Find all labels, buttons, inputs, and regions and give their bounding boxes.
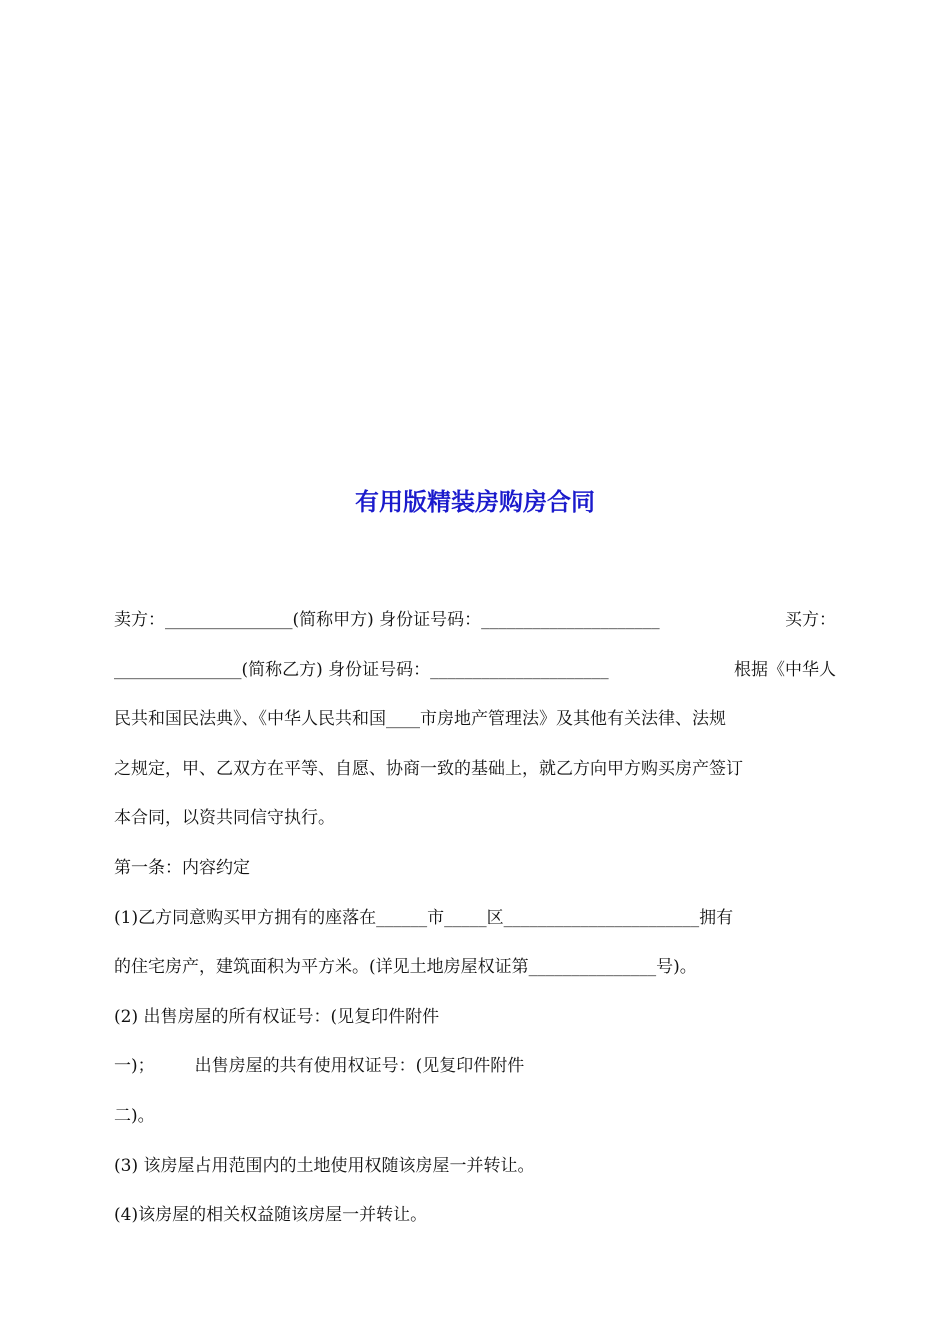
- clause-2-line: 二)。: [114, 1105, 155, 1126]
- section-heading: 第一条：内容约定: [114, 857, 250, 878]
- clause-2-continuation: 一)；: [114, 1056, 155, 1077]
- buyer-label: 买方：: [785, 610, 836, 630]
- paragraph-line: 之规定，甲、乙双方在平等、自愿、协商一致的基础上，就乙方向甲方购买房产签订: [114, 758, 743, 779]
- clause-1-line: 的住宅房产，建筑面积为平方米。(详见土地房屋权证第_______________号)。: [114, 957, 697, 978]
- seller-field-text: 卖方：_______________(简称甲方) 身份证号码：_____________________: [114, 610, 660, 630]
- clause-2-line: (2) 出售房屋的所有权证号：(见复印件附件: [114, 1006, 440, 1027]
- clause-4-line: (4)该房屋的相关权益随该房屋一并转让。: [114, 1205, 428, 1226]
- paragraph-line: 民共和国民法典》、《中华人民共和国____市房地产管理法》及其他有关法律、法规: [114, 709, 726, 730]
- paragraph-line: [114, 648, 836, 698]
- clause-3-line: (3) 该房屋占用范围内的土地使用权随该房屋一并转让。: [114, 1155, 535, 1176]
- paragraph-line: [114, 598, 836, 648]
- buyer-field-text: _______________(简称乙方) 身份证号码：_____________________: [114, 659, 609, 680]
- basis-text-start: 根据《中华人: [734, 659, 836, 680]
- document-body: [114, 598, 836, 1243]
- paragraph-line: 本合同，以资共同信守执行。: [114, 808, 335, 829]
- co-use-cert-text: 出售房屋的共有使用权证号：(见复印件附件: [194, 1056, 525, 1077]
- clause-1-line: (1)乙方同意购买甲方拥有的座落在______市_____区_______________________拥有: [114, 907, 734, 928]
- document-title: 有用版精装房购房合同: [355, 488, 595, 516]
- clause-2-line: [114, 1044, 836, 1094]
